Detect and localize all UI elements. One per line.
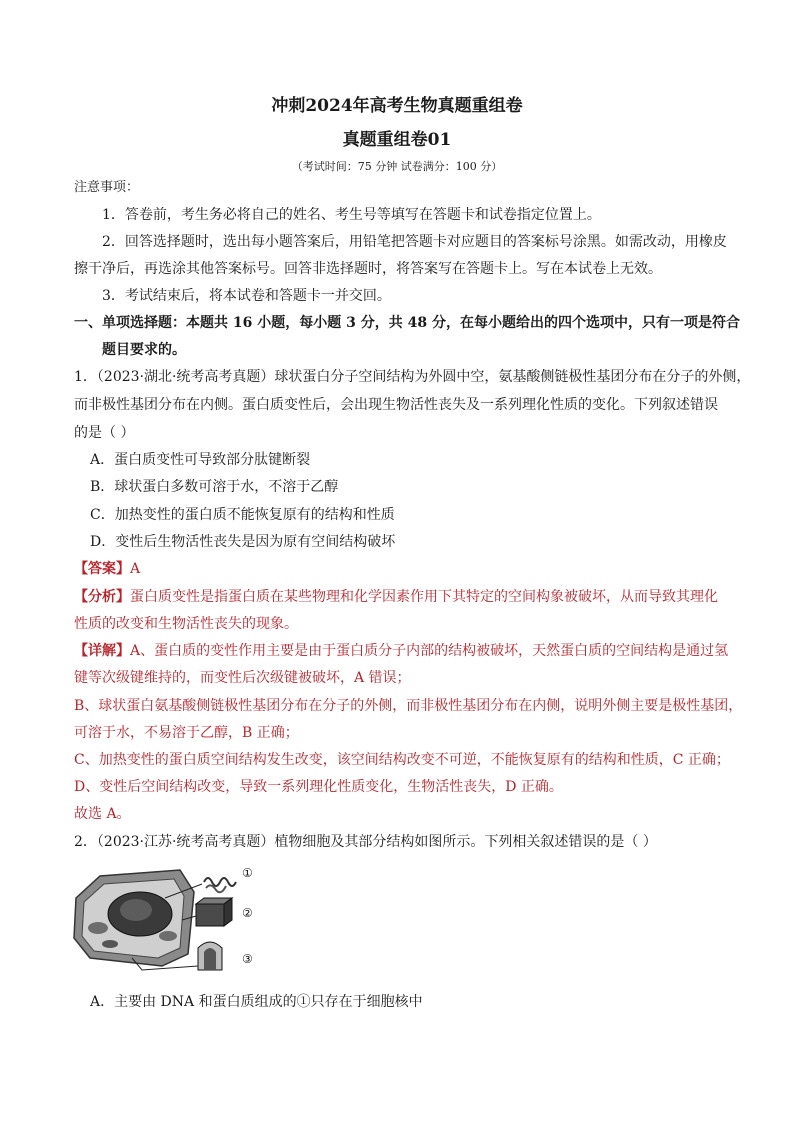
analysis-text-1: 蛋白质变性是指蛋白质在某些物理和化学因素作用下其特定的空间构象被破坏，从而导致其理化	[130, 589, 718, 605]
figure-label-2: ②	[242, 906, 253, 920]
q2-stem: 2．（2023·江苏·统考高考真题）植物细胞及其部分结构如图所示。下列相关叙述错误的是（ ）	[74, 834, 657, 850]
notice-heading: 注意事项：	[74, 180, 140, 195]
q1-stem-line-3: 的是（ ）	[74, 425, 135, 441]
q1-detail-line-2: 键等次级键维持的，而变性后次级键被破坏，A 错误；	[74, 670, 411, 686]
q1-detail-line-6: D、变性后空间结构改变，导致一系列理化性质变化，生物活性丧失，D 正确。	[74, 779, 563, 795]
exam-subtitle: 真题重组卷01	[342, 130, 452, 150]
notice-item-1: 1．答卷前，考生务必将自己的姓名、考生号等填写在答题卡和试卷指定位置上。	[102, 207, 601, 223]
plant-cell-illustration	[70, 858, 270, 976]
q1-analysis-line-1	[74, 587, 718, 607]
plant-cell-figure	[70, 858, 270, 976]
detail-text-1: A、蛋白质的变性作用主要是由于蛋白质分子内部的结构被破坏，天然蛋白质的空间结构是通过氢	[130, 643, 729, 659]
q1-stem-line-1: 1．（2023·湖北·统考高考真题）球状蛋白分子空间结构为外圆中空，氨基酸侧链极性基团分布在分子的外侧，	[74, 369, 751, 385]
q1-conclusion: 故选 A。	[74, 806, 131, 822]
q1-detail-line-5: C、加热变性的蛋白质空间结构发生改变，该空间结构改变不可逆，不能恢复原有的结构和性质，C 正确；	[74, 752, 730, 768]
q1-option-c: C．加热变性的蛋白质不能恢复原有的结构和性质	[90, 507, 395, 523]
notice-item-2-line-1: 2．回答选择题时，选出每小题答案后，用铅笔把答题卡对应题目的答案标号涂黑。如需改动，用橡皮	[102, 234, 727, 250]
q1-detail-line-1	[74, 641, 728, 661]
q1-option-b: B．球状蛋白多数可溶于水，不溶于乙醇	[90, 479, 339, 495]
section-heading-line-1: 一、单项选择题：本题共 16 小题，每小题 3 分，共 48 分，在每小题给出的四个选项中，只有一项是符合	[74, 315, 740, 331]
notice-item-2-line-2: 擦干净后，再选涂其他答案标号。回答非选择题时，将答案写在答题卡上。写在本试卷上无效。	[74, 261, 662, 277]
q1-option-a: A．蛋白质变性可导致部分肽键断裂	[90, 452, 311, 468]
q2-option-a: A．主要由 DNA 和蛋白质组成的①只存在于细胞核中	[90, 994, 423, 1010]
exam-info: （考试时间：75 分钟 试卷满分：100 分）	[291, 160, 503, 173]
q1-detail-line-3: B、球状蛋白氨基酸侧链极性基团分布在分子的外侧，而非极性基团分布在内侧，说明外侧主要是极性基团，	[74, 698, 743, 714]
exam-title: 冲刺2024年高考生物真题重组卷	[271, 96, 523, 116]
analysis-tag: 【分析】	[74, 589, 130, 605]
answer-tag: 【答案】	[74, 561, 130, 577]
figure-label-1: ①	[242, 866, 253, 880]
notice-item-3: 3．考试结束后，将本试卷和答题卡一并交回。	[102, 288, 391, 304]
answer-value: A	[130, 561, 141, 577]
figure-label-3: ③	[242, 952, 253, 966]
q1-option-d: D．变性后生物活性丧失是因为原有空间结构破坏	[90, 534, 396, 550]
q1-answer-line	[74, 559, 140, 579]
detail-tag: 【详解】	[74, 643, 130, 659]
q1-analysis-line-2: 性质的改变和生物活性丧失的现象。	[74, 616, 298, 632]
q1-stem-line-2: 而非极性基团分布在内侧。蛋白质变性后，会出现生物活性丧失及一系列理化性质的变化。下列叙述错误	[74, 397, 718, 413]
section-heading-line-2: 题目要求的。	[102, 342, 186, 358]
q1-detail-line-4: 可溶于水，不易溶于乙醇，B 正确；	[74, 725, 299, 741]
